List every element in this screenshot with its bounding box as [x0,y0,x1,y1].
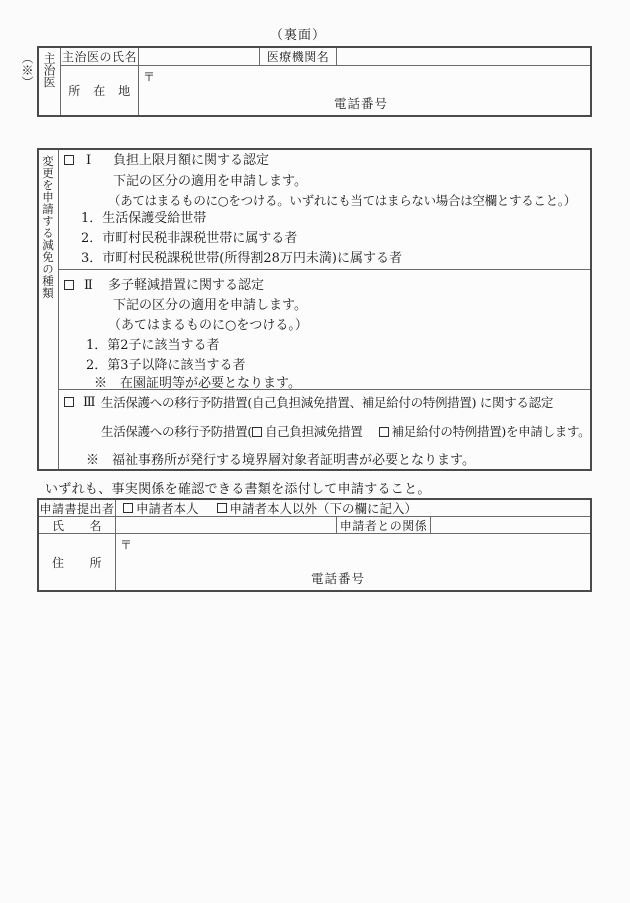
section2-title: 多子軽減措置に関する認定 [108,278,265,293]
section1-numeral: Ⅰ [86,153,92,168]
physician-address-input-area[interactable] [139,66,590,115]
submitter-name-input-area[interactable] [116,517,337,533]
institution-name-input-area[interactable] [337,48,590,65]
attachment-note: いずれも、事実関係を確認できる書類を添付して申請すること。 [45,482,431,497]
section-2-multi-child [59,270,590,390]
section-1-monthly-cap [59,150,590,270]
postal-mark: 〒 [143,70,156,84]
section3-title: 生活保護への移行予防措置(自己負担減免措置、補足給付の特例措置) に関する認定 [101,395,554,410]
section-3-welfare-transition [59,390,590,469]
physician-address-row [61,66,590,115]
exemption-type-table [37,148,592,471]
physician-name-label: 主治医の氏名 [61,50,137,64]
submitter-type-row [39,500,590,517]
section1-apply-line: 下記の区分の適用を申請します。 [113,174,307,189]
submitter-address-label: 住 所 [39,534,116,590]
relation-input-area[interactable] [431,517,590,533]
section3-note: ※ 福祉事務所が発行する境界層対象者証明書が必要となります。 [86,453,475,468]
section1-option-3[interactable]: 3．市町村民税課税世帯(所得割28万円未満)に属する者 [81,251,402,266]
section1-option-2[interactable]: 2．市町村民税非課税世帯に属する者 [81,231,298,246]
physician-table [20,46,592,117]
phone-number-label: 電話番号 [334,96,389,111]
relation-label: 申請者との関係 [337,517,431,533]
supplementary-benefit-checkbox[interactable] [379,427,389,437]
applicant-other-label: 申請者本人以外（下の欄に記入） [229,501,418,516]
section3-apply-prefix: 生活保護への移行予防措置( [101,424,252,439]
exemption-side-label: 変更を申請する減免の種類 [39,150,59,469]
section3-checkbox[interactable] [64,397,74,407]
applicant-self-label: 申請者本人 [136,501,199,516]
section2-numeral: Ⅱ [84,278,93,293]
institution-name-label: 医療機関名 [260,48,337,65]
section3-apply-line [101,424,590,440]
submitter-type-options [116,500,590,516]
page-title: （裏面） [269,28,326,43]
submitter-row-label: 申請書提出者 [39,501,115,516]
submitter-address-input-area[interactable] [116,534,590,590]
section2-instruction: （あてはまるものに○をつける。） [108,318,308,333]
submitter-name-label: 氏 名 [39,517,116,533]
submitter-table [37,498,592,592]
applicant-self-checkbox[interactable] [123,503,133,513]
section1-option-1[interactable]: 1．生活保護受給世帯 [81,211,207,226]
section2-option-2[interactable]: 2．第3子以降に該当する者 [86,358,246,373]
applicant-other-checkbox[interactable] [217,503,227,513]
section2-checkbox[interactable] [64,280,74,290]
physician-name-input-area[interactable] [139,48,260,65]
section2-note: ※ 在園証明等が必要となります。 [94,376,301,391]
physician-table-body [61,48,590,115]
section2-option-1[interactable]: 1．第2子に該当する者 [86,338,220,353]
section1-checkbox[interactable] [64,155,74,165]
exemption-table-body [59,150,590,469]
self-pay-reduction-checkbox[interactable] [252,427,262,437]
section2-apply-line: 下記の区分の適用を申請します。 [113,298,307,313]
section1-title: 負担上限月額に関する認定 [113,153,270,168]
section3-numeral: Ⅲ [83,395,96,410]
supplementary-benefit-label: 補足給付の特例措置)を申請します。 [391,424,591,439]
phone-number-label: 電話番号 [311,571,366,586]
submitter-address-row [39,534,590,590]
postal-mark: 〒 [120,538,133,552]
physician-name-row [61,48,590,66]
section1-instruction: （あてはまるものに○をつける。いずれにも当てはまらない場合は空欄とすること。） [108,193,576,208]
physician-side-label: 主治医（※） [39,48,61,115]
submitter-name-row [39,517,590,534]
physician-address-label: 所 在 地 [61,66,139,115]
self-pay-reduction-label: 自己負担減免措置 [264,424,363,439]
